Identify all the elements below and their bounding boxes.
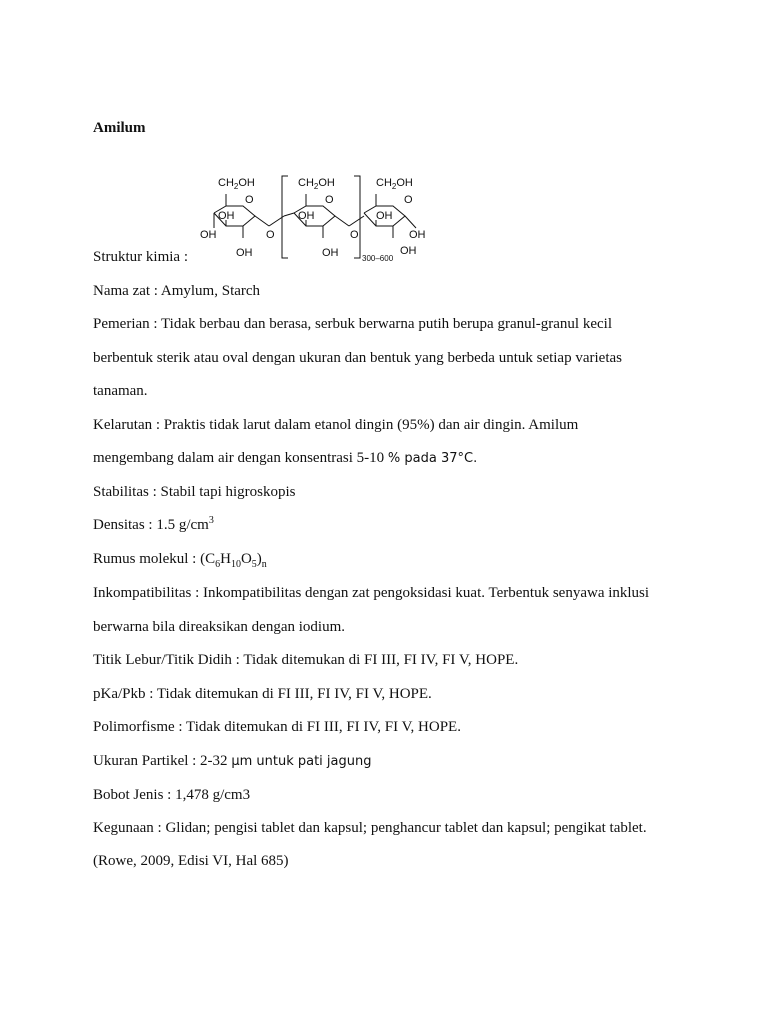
bobot-jenis: Bobot Jenis : 1,478 g/cm3 <box>93 787 251 803</box>
bridge-oxygen: O <box>350 229 359 241</box>
kelarutan-text: mengembang dalam air dengan konsentrasi 5-10 <box>93 450 388 466</box>
rumus-o: O <box>240 551 252 567</box>
ch2oh-label: CH <box>298 177 314 189</box>
subscript-5: 5 <box>251 559 257 570</box>
svg-text:CH2OH <box>376 177 413 191</box>
ukuran-text: Ukuran Partikel : 2-32 <box>93 753 232 769</box>
oh-label: OH <box>200 229 217 241</box>
kelarutan-condition: % pada 37°C <box>387 451 474 466</box>
inkompatibilitas-line-1: Inkompatibilitas : Inkompatibilitas dengan zat pengoksidasi kuat. Terbentuk senyawa inklusi <box>93 585 650 601</box>
subscript-2: 2 <box>313 182 319 191</box>
densitas <box>93 516 214 534</box>
inkompatibilitas-line-2: berwarna bila direaksikan dengan iodium. <box>93 619 345 635</box>
repeat-count: 300–600 <box>362 254 394 263</box>
polimorfisme: Polimorfisme : Tidak ditemukan di FI III, FI IV, FI V, HOPE. <box>93 719 461 735</box>
oh-label: OH <box>298 210 315 222</box>
kelarutan-line-1: Kelarutan : Praktis tidak larut dalam etanol dingin (95%) dan air dingin. Amilum <box>93 417 579 433</box>
document-title: Amilum <box>93 120 146 136</box>
subscript-2: 2 <box>233 182 239 191</box>
oh-label: OH <box>236 247 253 259</box>
referensi: (Rowe, 2009, Edisi VI, Hal 685) <box>93 853 289 869</box>
kelarutan-line-2 <box>93 449 477 468</box>
oh-label: OH <box>409 229 426 241</box>
oh-tail: OH <box>318 177 335 189</box>
subscript-6: 6 <box>215 559 221 570</box>
subscript-n: n <box>261 559 267 570</box>
kelarutan-period: . <box>473 451 478 466</box>
structure-label: Struktur kimia : <box>93 249 188 265</box>
ring-oxygen: O <box>404 194 413 206</box>
kegunaan: Kegunaan : Glidan; pengisi tablet dan kapsul; penghancur tablet dan kapsul; pengikat tablet. <box>93 820 647 836</box>
ring-oxygen: O <box>325 194 334 206</box>
ukuran-partikel <box>93 752 371 771</box>
pemerian-line-3: tanaman. <box>93 383 148 399</box>
oh-label: OH <box>218 210 235 222</box>
oh-label: OH <box>400 245 417 257</box>
ukuran-unit: μm untuk pati jagung <box>231 754 372 769</box>
oh-tail: OH <box>238 177 255 189</box>
densitas-superscript: 3 <box>208 515 214 526</box>
ch2oh-label: CH <box>218 177 234 189</box>
subscript-2: 2 <box>391 182 397 191</box>
oh-label: OH <box>376 210 393 222</box>
rumus-h: H <box>220 551 231 567</box>
structure-svg <box>196 168 426 268</box>
ring-oxygen: O <box>245 194 254 206</box>
pemerian-line-2: berbentuk sterik atau oval dengan ukuran dan bentuk yang berbeda untuk setiap varietas <box>93 350 622 366</box>
svg-text:CH2OH <box>298 177 335 191</box>
amylum-structure-diagram <box>196 168 426 273</box>
svg-text:CH2OH <box>218 177 255 191</box>
ch2oh-label: CH <box>376 177 392 189</box>
pka-pkb: pKa/Pkb : Tidak ditemukan di FI III, FI IV, FI V, HOPE. <box>93 686 432 702</box>
densitas-text: Densitas : 1.5 g/cm <box>93 517 209 533</box>
rumus-molekul <box>93 550 267 568</box>
nama-zat: Nama zat : Amylum, Starch <box>93 283 261 299</box>
titik-lebur: Titik Lebur/Titik Didih : Tidak ditemukan di FI III, FI IV, FI V, HOPE. <box>93 652 519 668</box>
bridge-oxygen: O <box>266 229 275 241</box>
oh-label: OH <box>322 247 339 259</box>
pemerian-line-1: Pemerian : Tidak berbau dan berasa, serbuk berwarna putih berupa granul-granul kecil <box>93 316 612 332</box>
rumus-text: Rumus molekul : (C <box>93 551 216 567</box>
rumus-close: ) <box>256 551 262 567</box>
subscript-10: 10 <box>230 559 241 570</box>
oh-tail: OH <box>396 177 413 189</box>
stabilitas: Stabilitas : Stabil tapi higroskopis <box>93 484 296 500</box>
